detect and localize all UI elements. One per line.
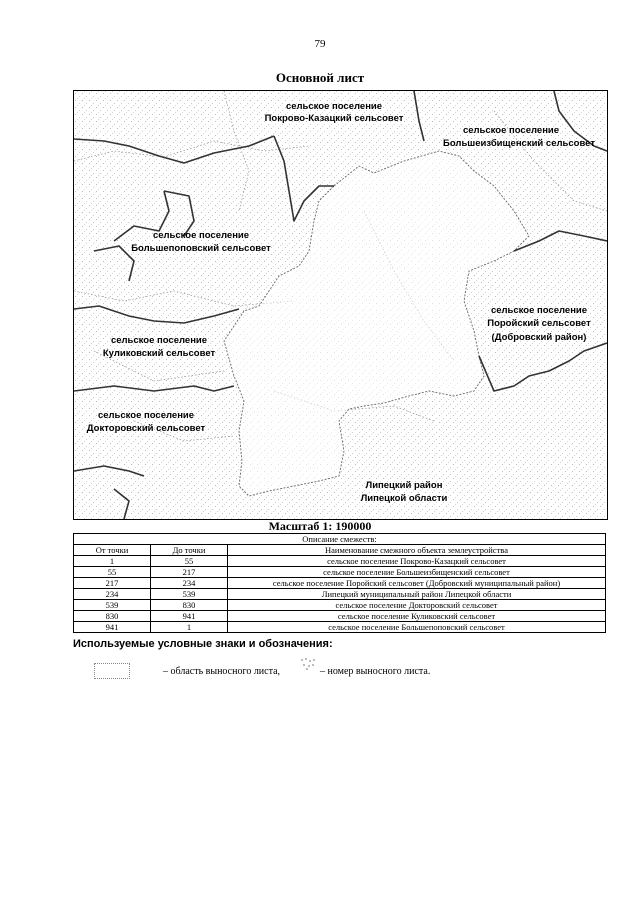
table-caption-row xyxy=(74,534,606,545)
label-bolsheizb-1: сельское поселение xyxy=(462,125,560,136)
page-number: 79 xyxy=(314,38,326,50)
label-bolshepop-1: сельское поселение xyxy=(152,230,250,241)
header-from: От точки xyxy=(74,545,151,556)
label-poroy-1: сельское поселение xyxy=(490,305,588,316)
cell-to: 55 xyxy=(151,556,228,567)
cell-from: 1 xyxy=(74,556,151,567)
label-bolshepop-2: Большепоповский сельсовет xyxy=(131,243,271,254)
table-row xyxy=(74,622,606,633)
cell-from: 830 xyxy=(74,611,151,622)
cell-name: сельское поселение Куликовский сельсовет xyxy=(228,611,606,622)
cell-from: 55 xyxy=(74,567,151,578)
cell-to: 941 xyxy=(151,611,228,622)
cell-to: 234 xyxy=(151,578,228,589)
cell-name: сельское поселение Покрово-Казацкий сельсовет xyxy=(228,556,606,567)
label-pokrovo-1: сельское поселение xyxy=(285,101,383,112)
legend-area-text: – область выносного листа, xyxy=(163,666,281,677)
label-kulik-2: Куликовский сельсовет xyxy=(102,348,216,359)
table-row xyxy=(74,567,606,578)
label-kulik-1: сельское поселение xyxy=(110,335,208,346)
table-row xyxy=(74,556,606,567)
cell-from: 941 xyxy=(74,622,151,633)
legend-area-swatch-icon xyxy=(94,663,130,679)
legend-number-swatch-icon xyxy=(298,656,320,672)
table-row xyxy=(74,578,606,589)
scale-label: Масштаб 1: 190000 xyxy=(268,519,372,533)
cell-from: 234 xyxy=(74,589,151,600)
cell-name: сельское поселение Большеизбищенский сельсовет xyxy=(228,567,606,578)
table-header-row xyxy=(74,545,606,556)
adjacency-table xyxy=(73,533,606,633)
cell-name: сельское поселение Докторовский сельсовет xyxy=(228,600,606,611)
cell-from: 539 xyxy=(74,600,151,611)
header-name: Наименование смежного объекта землеустройства xyxy=(228,545,606,556)
cell-name: сельское поселение Поройский сельсовет (Добровский муниципальный район) xyxy=(228,578,606,589)
cell-name: сельское поселение Большепоповский сельсовет xyxy=(228,622,606,633)
label-bolsheizb-2: Большеизбищенский сельсовет xyxy=(443,138,595,149)
map xyxy=(73,90,608,520)
table-row xyxy=(74,589,606,600)
table-caption: Описание смежеств: xyxy=(74,534,606,545)
sheet-title: Основной лист xyxy=(275,70,365,85)
label-pokrovo-2: Покрово-Казацкий сельсовет xyxy=(264,113,404,124)
map-canvas xyxy=(74,91,607,519)
label-poroy-2: Поройский сельсовет xyxy=(487,318,591,329)
label-lipetsk-2: Липецкой области xyxy=(360,493,448,504)
header-to: До точки xyxy=(151,545,228,556)
label-doktor-2: Докторовский сельсовет xyxy=(86,423,206,434)
label-doktor-1: сельское поселение xyxy=(97,410,195,421)
legend-title: Используемые условные знаки и обозначения: xyxy=(73,638,333,650)
cell-name: Липецкий муниципальный район Липецкой области xyxy=(228,589,606,600)
legend-number-text: – номер выносного листа. xyxy=(320,666,431,677)
label-poroy-3: (Добровский район) xyxy=(491,332,587,343)
cell-to: 830 xyxy=(151,600,228,611)
cell-from: 217 xyxy=(74,578,151,589)
label-lipetsk-1: Липецкий район xyxy=(365,480,443,491)
cell-to: 1 xyxy=(151,622,228,633)
table-row xyxy=(74,600,606,611)
cell-to: 539 xyxy=(151,589,228,600)
cell-to: 217 xyxy=(151,567,228,578)
table-row xyxy=(74,611,606,622)
